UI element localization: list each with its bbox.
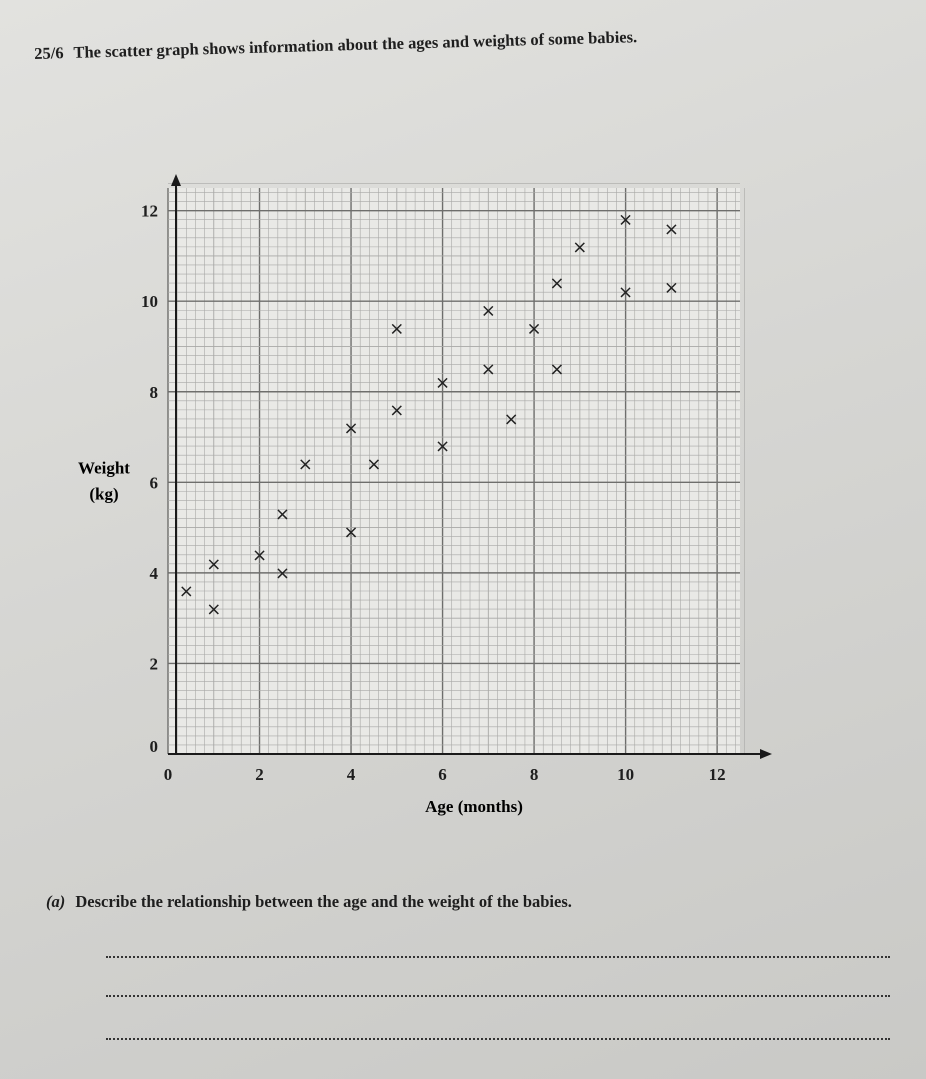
scatter-point: × [480,300,496,322]
scatter-point: × [366,454,382,476]
scatter-point: × [297,454,313,476]
question-text: The scatter graph shows information about the ages and weights of some babies. [73,27,638,62]
scatter-point: × [549,359,565,381]
y-tick-label: 4 [149,563,158,583]
scatter-point: × [206,553,222,575]
scatter-point: × [480,359,496,381]
y-axis-arrow-icon [171,174,181,186]
answer-line-1[interactable] [106,956,890,958]
y-axis-label: Weight [78,458,130,478]
scatter-point: × [618,282,634,304]
scatter-point: × [389,318,405,340]
scatter-point: × [274,562,290,584]
x-tick-label: 12 [708,765,726,784]
x-axis-arrow-icon [760,749,772,759]
graph-paper [168,188,740,754]
scatter-point: × [435,372,451,394]
scatter-point: × [206,599,222,621]
x-tick-label: 8 [529,765,539,784]
scatter-point: × [343,417,359,439]
scatter-point: × [389,399,405,421]
scatter-point: × [503,408,519,430]
answer-line-3[interactable] [106,1038,890,1040]
scatter-point: × [663,277,679,299]
part-a-question [46,892,572,912]
part-a-letter: (a) [46,892,66,911]
scatter-point: × [526,318,542,340]
x-tick-label: 6 [438,765,447,784]
scatter-point: × [549,273,565,295]
y-tick-label: 0 [149,737,158,756]
y-tick-label: 12 [141,201,158,221]
x-tick-label: 10 [617,765,635,784]
part-a-text: Describe the relationship between the age and the weight of the babies. [75,892,572,911]
answer-line-2[interactable] [106,995,890,997]
graph-grid [168,183,745,754]
scatter-point: × [251,544,268,566]
scatter-point: × [572,236,588,258]
scatter-point: × [178,580,194,602]
x-tick-label: 0 [163,765,173,784]
scatter-point: × [435,436,451,458]
y-axis-unit-label: (kg) [89,484,119,504]
y-tick-label: 6 [149,473,158,493]
x-tick-label: 2 [255,765,264,784]
x-tick-label: 4 [346,765,356,784]
scatter-point: × [343,522,359,544]
scatter-point: × [274,504,290,526]
scatter-point: × [618,209,634,231]
scatter-point: × [663,218,679,240]
x-axis-label: Age (months) [425,797,523,816]
y-tick-label: 2 [149,654,158,674]
y-tick-label: 8 [149,382,158,402]
y-tick-label: 10 [141,292,158,312]
question-number: 25/6 [34,43,64,63]
